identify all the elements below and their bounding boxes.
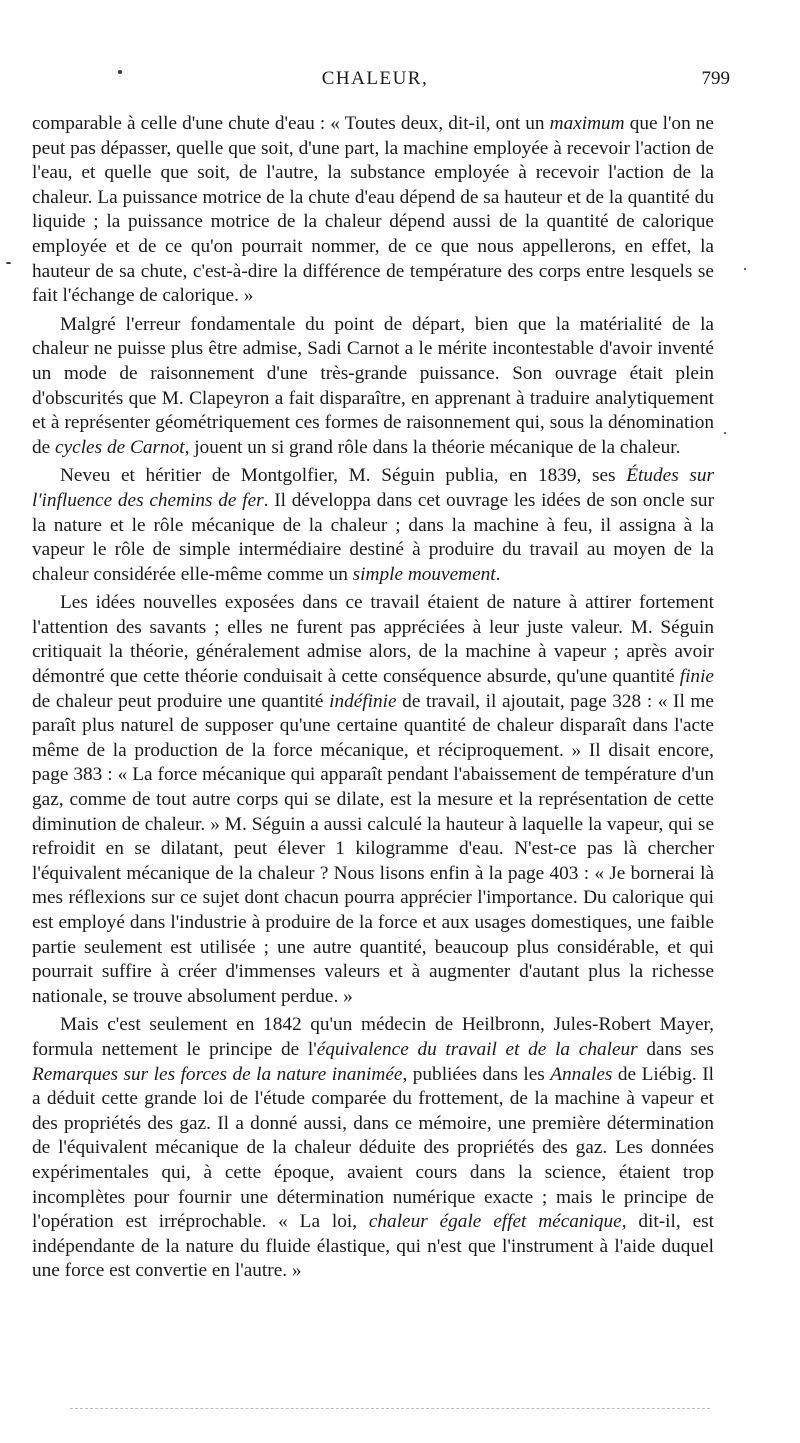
text-run: de Liébig. Il a déduit cette grande loi de l'étude comparée du frottement, de la machine à vapeur et des propriétés des gaz. Il a donné aussi, dans ce mémoire, une première détermination de l'équivalent mécanique de la chaleur déduite des propriétés des gaz. Les données expérimentales qui, à cette époque, avaient cours dans la science, étaient trop incomplètes pour fournir une détermination numérique exacte ; mais le principe de l'opération est irréprochable. « La loi, <box>32 1063 714 1233</box>
italic-text: finie <box>679 666 714 688</box>
paragraph <box>32 464 714 587</box>
print-speck <box>724 432 726 434</box>
italic-text: chaleur égale effet mécanique <box>368 1211 622 1233</box>
italic-text: simple mouvement <box>352 563 496 585</box>
text-run: Neveu et héritier de Montgolfier, M. Séguin publia, en 1839, ses <box>60 465 627 487</box>
paragraph <box>32 112 714 309</box>
text-run: que l'on ne peut pas dépasser, quelle que soit, d'une part, la machine employée à recevoir l'action de l'eau, et quelle que soit, de l'autre, la substance employée à recevoir l'action de la chaleur. La puissance motrice de la chute d'eau dépend de sa hauteur et de la quantité du liquide ; la puissance motrice de la chaleur dépend aussi de la quantité de calorique employée et de ce qu'on pourrait nommer, de ce que nous appellerons, en effet, la hauteur de sa chute, c'est-à-dire la différence de température des corps entre lesquels se fait l'échange de calorique. » <box>32 113 714 307</box>
text-run: . <box>495 563 501 585</box>
italic-text: Remarques sur les forces de la nature inanimée <box>32 1063 403 1085</box>
page-header <box>30 68 730 98</box>
text-run: comparable à celle d'une chute d'eau : « Toutes deux, dit-il, ont un <box>32 113 550 134</box>
text-run: . Il développa dans cet ouvrage les idées de son oncle sur la nature et le rôle mécanique de la chaleur ; dans la machine à feu, il assigna à la vapeur le rôle de simple intermédiaire destiné à produire du travail au moyen de la chaleur considérée elle-même comme un <box>32 489 714 585</box>
text-run: de travail, il ajoutait, page 328 : « Il me paraît plus naturel de supposer qu'une certaine quantité de chaleur disparaît dans l'acte même de la production de la force mécanique, et réciproquement. » Il disait encore, page 383 : « La force mécanique qui apparaît pendant l'abaissement de température d'un gaz, comme de tout autre corps qui se dilate, est la mesure et la représentation de cette diminution de chaleur. » M. Séguin a aussi calculé la hauteur à laquelle la vapeur, qui se refroidit en se dilatant, peut élever 1 kilogramme d'eau. N'est-ce pas là chercher l'équivalent mécanique de la chaleur ? Nous lisons enfin à la page 403 : « Je bornerai là mes réflexions sur ce sujet dont chacun pourra apprécier l'importance. Du calorique qui est employé dans l'industrie à produire de la force et aux usages domestiques, une faible partie seulement est utilisée ; une autre quantité, beaucoup plus considérable, et qui pourrait suffire à créer d'immenses valeurs et à augmenter d'autant plus la richesse nationale, se trouve absolument perdue. » <box>32 690 714 1007</box>
bottom-margin-rule <box>70 1408 710 1409</box>
print-speck <box>6 262 11 264</box>
italic-text: maximum <box>549 113 625 134</box>
text-run: Malgré l'erreur fondamentale du point de départ, bien que la matérialité de la chaleur ne puisse plus être admise, Sadi Carnot a le mérite incontestable d'avoir inventé un mode de raisonnement d'une très-grande puissance. Son ouvrage était plein d'obscurités que M. Clapeyron a fait disparaître, en apprenant à traduire analytiquement et à représenter géométriquement ces formes de raisonnement qui, sous la dénomination de <box>32 313 714 458</box>
body-text <box>32 112 714 1288</box>
italic-text: cycles de Carnot <box>55 436 185 458</box>
text-run: , dit-il, est indépendante de la nature du fluide élastique, qui n'est que l'instrument à l'aide duquel une force est convertie en l'autre. » <box>32 1211 714 1282</box>
text-run: dans ses <box>637 1038 714 1060</box>
text-run: Mais c'est seulement en 1842 qu'un médecin de Heilbronn, Jules-Robert Mayer, formula nettement le principe de l' <box>32 1014 714 1060</box>
italic-text: Annales <box>550 1063 613 1085</box>
running-title: CHALEUR, <box>321 68 429 89</box>
print-speck <box>744 268 746 270</box>
italic-text: indéfinie <box>329 690 397 712</box>
italic-text: équivalence du travail et de la chaleur <box>316 1038 638 1060</box>
paragraph <box>32 1013 714 1284</box>
italic-text: Études sur l'influence des chemins de fer <box>32 465 714 511</box>
text-run: de chaleur peut produire une quantité <box>32 690 330 712</box>
page-number: 799 <box>701 68 730 89</box>
text-run: Les idées nouvelles exposées dans ce travail étaient de nature à attirer fortement l'attention des savants ; elles ne furent pas appréciées à leur juste valeur. M. Séguin critiquait la théorie, généralement admise alors, de la machine à vapeur ; après avoir démontré que cette théorie conduisait à cette conséquence absurde, qu'une quantité <box>32 592 714 688</box>
paragraph <box>32 313 714 461</box>
paragraph <box>32 591 714 1009</box>
text-run: , publiées dans les <box>402 1063 551 1085</box>
text-run: , jouent un si grand rôle dans la théorie mécanique de la chaleur. <box>184 436 681 458</box>
